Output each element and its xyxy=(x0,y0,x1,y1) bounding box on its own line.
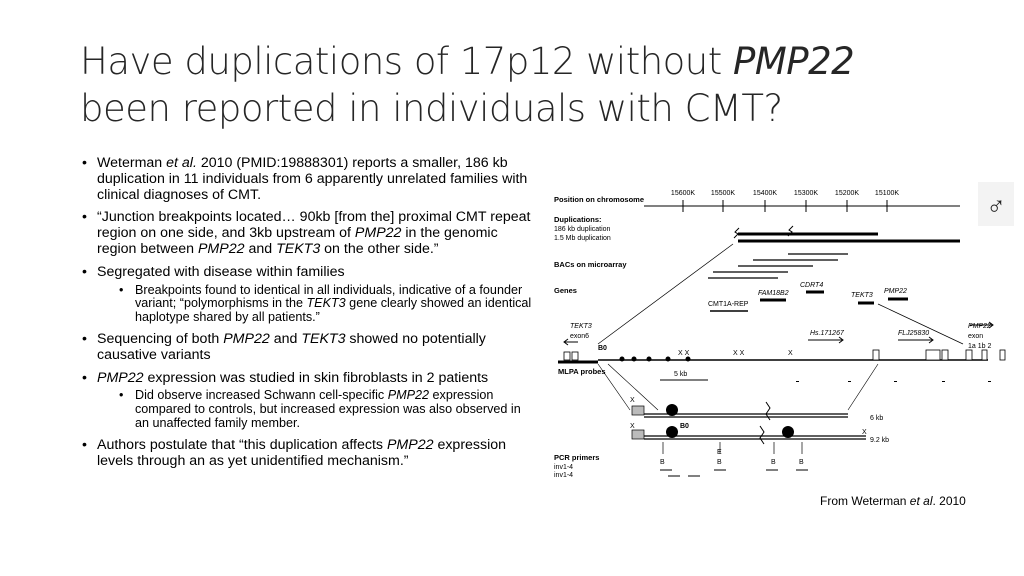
exon-label: exon xyxy=(968,333,984,340)
slide-title xyxy=(80,38,980,132)
bullet-text: expression was studied in skin fibroblasts in 2 patients xyxy=(143,369,489,386)
bullet-junction xyxy=(82,210,534,257)
bullet-text: Sequencing of both xyxy=(97,330,224,347)
flj-label: FLJ25830 xyxy=(898,330,930,337)
subbullet-breakpoints xyxy=(97,284,534,325)
x-marks: X X xyxy=(678,350,690,357)
b-mark: B xyxy=(799,459,804,466)
inv-label-2: inv1-4 xyxy=(554,472,574,478)
fragment-dot xyxy=(666,404,678,416)
bullet-text: 2010 (PMID:19888301) reports a smaller, 186 kb duplication in 11 individuals from 6 apparently unrelated families with clinical diagnoses of CMT. xyxy=(97,155,528,203)
tekt3-exon-label: TEKT3 xyxy=(570,323,592,330)
e-mark: E xyxy=(717,449,722,456)
genes-label: Genes xyxy=(554,286,577,295)
bullet-text: showed no potentially causative variants xyxy=(97,330,486,363)
primer-arrows xyxy=(660,470,808,476)
bullet-italic: PMP22 xyxy=(223,330,270,347)
zoom-guide-left xyxy=(598,244,733,344)
fragment-box xyxy=(632,406,644,415)
bullet-text: Did observe increased Schwann cell-specific xyxy=(135,388,388,403)
b-mark: B xyxy=(660,459,665,466)
exon-boxes xyxy=(564,350,1005,360)
fragment-dot xyxy=(666,426,678,438)
inv-label: inv1-4 xyxy=(554,464,574,471)
bullet-text: in the genomic region between xyxy=(97,225,498,257)
bullet-text: Weterman xyxy=(97,155,167,171)
bullet-text: on the other side.” xyxy=(320,240,439,257)
bullet-italic: PMP22 xyxy=(354,225,402,242)
b-mark: B xyxy=(771,459,776,466)
bullet-sequencing xyxy=(82,332,534,364)
title-line2-text: been reported in individuals with CMT? xyxy=(80,87,783,130)
coord-label: 15400K xyxy=(752,190,778,197)
b0-label: B0 xyxy=(598,345,607,352)
x-mark: X xyxy=(862,429,867,436)
x-mark: X xyxy=(630,397,635,404)
bacs-label: BACs on microarray xyxy=(554,260,627,269)
bullet-italic: PMP22 xyxy=(386,436,434,453)
break-mark xyxy=(760,426,764,444)
zoom-guide-right xyxy=(878,304,963,344)
coord-label: 15600K xyxy=(670,190,696,197)
male-icon: ♂ xyxy=(986,190,1006,220)
kb6-label: 6 kb xyxy=(870,415,884,422)
caption-italic: et al xyxy=(909,494,933,508)
mlpa-dashes xyxy=(796,381,991,382)
coord-label: 15500K xyxy=(710,190,736,197)
bullet-text: “Junction breakpoints located… 90kb [from the] proximal CMT repeat region on one side, and 3kb upstream of xyxy=(97,209,531,242)
bullet-text: and xyxy=(244,240,277,257)
bullet-italic: PMP22 xyxy=(387,388,430,403)
position-label: Position on chromosome xyxy=(554,195,645,204)
b0-lower-label: B0 xyxy=(680,423,689,430)
bullet-italic: TEKT3 xyxy=(301,330,346,347)
genomic-figure xyxy=(548,178,1014,478)
coord-label: 15100K xyxy=(874,190,900,197)
caption-text: From Weterman xyxy=(820,494,910,508)
bullet-italic: TEKT3 xyxy=(276,240,321,257)
scale-5kb: 5 kb xyxy=(674,371,688,378)
pcr-label: PCR primers xyxy=(554,453,600,462)
duplications-title: Duplications: xyxy=(554,215,602,224)
bullet-italic: PMP22 xyxy=(197,240,245,257)
dup-186-label: 186 kb duplication xyxy=(554,226,611,233)
bullet-italic: PMP22 xyxy=(97,369,144,386)
bullet-text: Authors postulate that “this duplication affects xyxy=(97,436,387,453)
x-mark: X xyxy=(630,423,635,430)
b-mark: B xyxy=(717,459,722,466)
bullet-text: expression compared to controls, but increased expression was also observed in an unaffected family member. xyxy=(135,388,521,430)
subbullet-schwann xyxy=(97,389,534,430)
bullet-text: Segregated with disease within families xyxy=(97,263,345,280)
figure-caption xyxy=(820,494,966,508)
bac-lines xyxy=(708,254,848,278)
bullet-text: Breakpoints found to identical in all individuals, indicative of a founder variant; “polymorphisms in the xyxy=(135,282,523,311)
coord-label: 15200K xyxy=(834,190,860,197)
probe-ticks xyxy=(663,442,802,454)
x-marks: X xyxy=(788,350,793,357)
fragment-box xyxy=(632,430,644,439)
hs-label: Hs.171267 xyxy=(810,330,844,337)
x-marks: X X xyxy=(733,350,745,357)
bullet-list xyxy=(82,156,534,476)
pmp22-exon-label: PMP22 xyxy=(968,323,991,330)
caption-text: . 2010 xyxy=(932,494,966,508)
bullet-italic: TEKT3 xyxy=(306,296,346,311)
exon-numbers: 1a 1b 2 xyxy=(968,343,992,350)
bullet-text: and xyxy=(269,330,302,347)
title-pmp22: PMP22 xyxy=(733,40,855,83)
bullet-weterman xyxy=(82,156,534,203)
bullet-postulate xyxy=(82,438,534,470)
mlpa-label: MLPA probes xyxy=(558,367,606,376)
cmt1a-rep-label: CMT1A-REP xyxy=(708,301,749,308)
fragment-dot xyxy=(782,426,794,438)
connector xyxy=(848,364,878,410)
fam18b2-label: FAM18B2 xyxy=(758,290,789,297)
title-line1-text: Have duplications of 17p12 without xyxy=(80,40,734,83)
coord-label: 15300K xyxy=(793,190,819,197)
bullet-expression xyxy=(82,371,534,431)
genomic-diagram xyxy=(548,178,1014,478)
exon6-label: exon6 xyxy=(570,333,590,340)
dup-15-label: 1.5 Mb duplication xyxy=(554,235,611,242)
bullet-text: gene clearly showed an identical haplotype shared by all patients.” xyxy=(135,296,532,325)
bullet-text: expression levels through an as yet unidentified mechanism.” xyxy=(97,436,507,469)
bullet-italic: et al. xyxy=(166,155,197,171)
kb92-label: 9.2 kb xyxy=(870,437,890,444)
bullet-segregated xyxy=(82,265,534,325)
tekt3-gene-label: TEKT3 xyxy=(851,292,873,299)
connector xyxy=(598,364,630,410)
cdrt4-label: CDRT4 xyxy=(800,282,824,289)
pmp22-gene-label: PMP22 xyxy=(884,288,907,295)
